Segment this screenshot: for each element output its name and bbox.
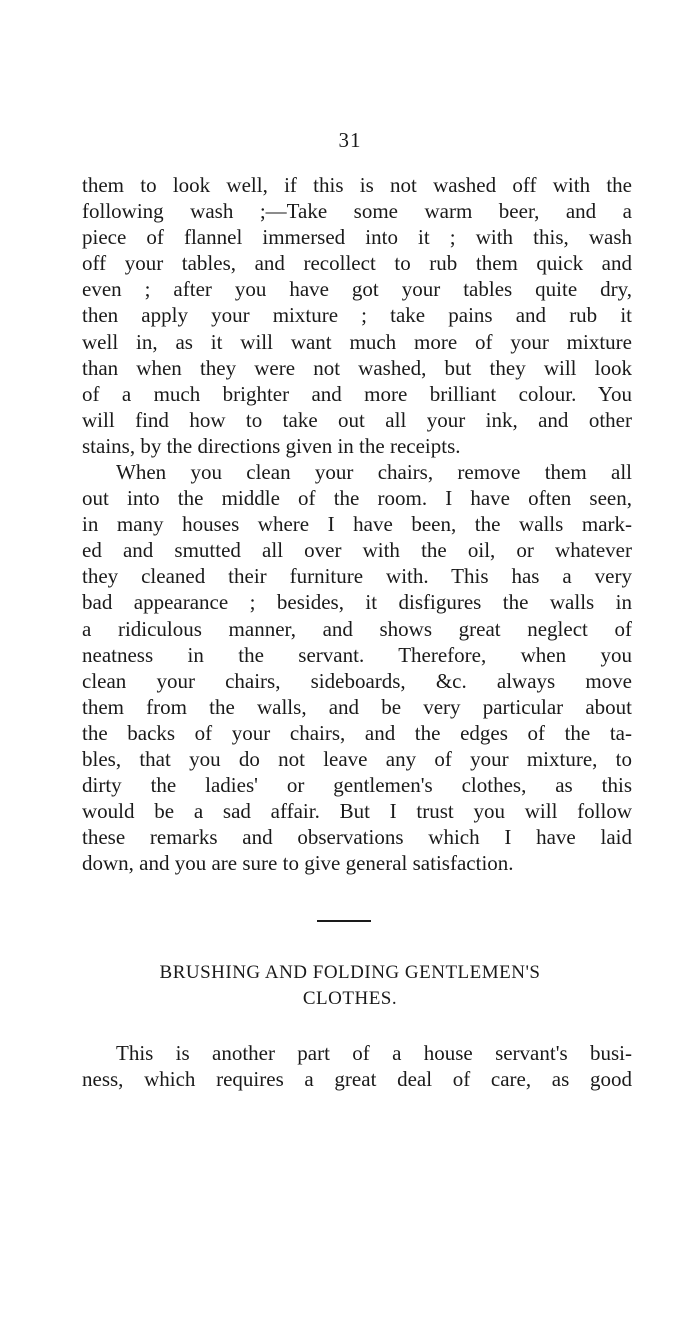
text-line: ed and smutted all over with the oil, or whatever bbox=[82, 538, 632, 563]
text-line: clean your chairs, sideboards, &c. always move bbox=[82, 668, 632, 693]
text-line: these remarks and observations which I have laid bbox=[82, 825, 632, 850]
text-line: well in, as it will want much more of your mixture bbox=[82, 329, 632, 354]
text-line: them from the walls, and be very particular about bbox=[82, 694, 632, 719]
text-line: of a much brighter and more brilliant colour. You bbox=[82, 381, 632, 406]
text-line: This is another part of a house servant's busi- bbox=[116, 1041, 632, 1065]
text-line: they cleaned their furniture with. This has a very bbox=[82, 564, 632, 589]
text-line: When you clean your chairs, remove them all bbox=[116, 460, 632, 484]
text-line: than when they were not washed, but they will look bbox=[82, 355, 632, 380]
text-line: ness, which requires a great deal of care, as good bbox=[82, 1067, 632, 1092]
paragraph-chairs bbox=[82, 459, 632, 877]
page-number: 31 bbox=[338, 128, 362, 152]
text-line: even ; after you have got your tables quite dry, bbox=[82, 277, 632, 302]
text-line: out into the middle of the room. I have often seen, bbox=[82, 486, 632, 511]
text-line: the backs of your chairs, and the edges of the ta- bbox=[82, 720, 632, 745]
paragraph-continuation bbox=[82, 172, 632, 459]
text-line: would be a sad affair. But I trust you will follow bbox=[82, 799, 632, 824]
text-line: piece of flannel immersed into it ; with this, wash bbox=[82, 225, 632, 250]
text-line: in many houses where I have been, the walls mark- bbox=[82, 512, 632, 537]
section-heading bbox=[82, 960, 618, 1012]
text-line: bles, that you do not leave any of your mixture, to bbox=[82, 747, 632, 772]
text-line: neatness in the servant. Therefore, when you bbox=[82, 642, 632, 667]
text-line: them to look well, if this is not washed off with the bbox=[82, 173, 632, 197]
text-line: stains, by the directions given in the receipts. bbox=[82, 433, 461, 458]
text-line: bad appearance ; besides, it disfigures the walls in bbox=[82, 590, 632, 615]
text-line: down, and you are sure to give general satisfaction. bbox=[82, 851, 514, 876]
text-line: a ridiculous manner, and shows great neglect of bbox=[82, 616, 632, 641]
text-line: following wash ;—Take some warm beer, and a bbox=[82, 199, 632, 224]
paragraph-brushing bbox=[82, 1040, 632, 1092]
text-line: then apply your mixture ; take pains and rub it bbox=[82, 303, 632, 328]
section-divider bbox=[317, 920, 371, 922]
text-line: off your tables, and recollect to rub them quick and bbox=[82, 251, 632, 276]
heading-line: CLOTHES. bbox=[302, 988, 398, 1009]
heading-line: BRUSHING AND FOLDING GENTLEMEN'S bbox=[159, 962, 541, 983]
text-line: will find how to take out all your ink, and other bbox=[82, 407, 632, 432]
text-line: dirty the ladies' or gentlemen's clothes, as this bbox=[82, 773, 632, 798]
